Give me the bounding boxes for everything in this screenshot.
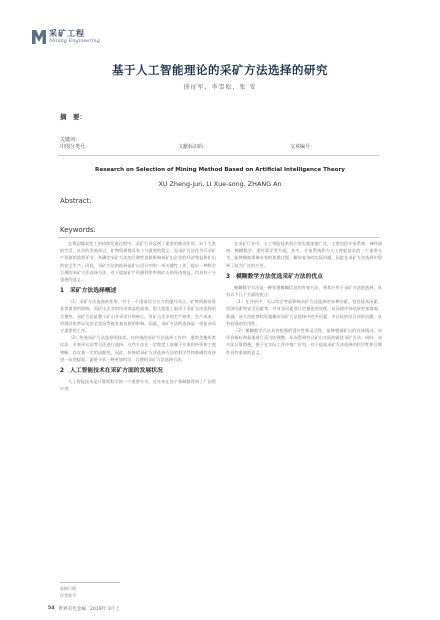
section-2-number: 2 bbox=[60, 368, 65, 375]
section-3-number: 3 bbox=[226, 273, 231, 280]
section-3-paragraph-1: 模糊数学方法是一种处理模糊信息的有效方法，将其应用于采矿方法的选择，具有以下几个方面的优点： bbox=[226, 284, 382, 298]
section-3-heading bbox=[226, 273, 382, 281]
page-number: 54 bbox=[48, 606, 55, 611]
page-footer bbox=[48, 606, 120, 612]
article-id-label: 文章编号： bbox=[290, 144, 316, 150]
section-2-paragraph-1: 人工智能技术是计算机科学的一个重要分支，近年来在各个领域都得到了广泛的应用。 bbox=[60, 379, 216, 392]
header-rule-bottom bbox=[58, 237, 380, 238]
received-date-label: 收稿日期： bbox=[60, 586, 80, 591]
body-column-left bbox=[60, 240, 216, 392]
abstract-label-cn: 摘 要： bbox=[60, 113, 86, 121]
body-column-right bbox=[226, 240, 382, 356]
section-1-paragraph-2: （2）传统采矿方法选择的技术。在传统的采矿方法选择工作中，通常会使用类比法、专家评议法等方法进行选择。这些方法在一定程度上依赖于专家的经验和主观判断，存在着一定的局限性。因此，传统的采矿方法选择方法的科学性和准确性有待进一步的提高，需要寻求一种更加科学、合理的采矿方法选择方法。 bbox=[60, 335, 216, 362]
abstract-label-en: Abstract: bbox=[60, 197, 92, 205]
journal-name-cn: 采矿工程 bbox=[49, 29, 85, 38]
article-title-en: Research on Selection of Mining Method Based on Artificial Intelligence Theory bbox=[95, 167, 345, 173]
intro-paragraph: 在我国煤炭化工的持续发展过程中，采矿行业起到了重要的推动作用。对于人类的生活、社会的发展而言，矿物资源都具有十分重要的意义。而采矿方法作为开采矿产资源的重要环节，其确定采矿方法的合理性直接影响着矿山企业的经济效益和矿山的安全生产。因此，采矿方法的选择是矿山设计中的一项关键性工作，提出一种科学合理的采矿方法选择方法，对于提高矿产资源利用率和矿山的经济效益，均具有十分重要的意义。 bbox=[60, 241, 216, 283]
keywords-label-cn: 关键词： bbox=[60, 137, 81, 143]
clc-label: 中图分类号： bbox=[60, 144, 91, 150]
section-3-title: 模糊数学方法优选采矿方法的优点 bbox=[236, 273, 323, 280]
section-2-title: 人工智能技术在采矿方面的发展状况 bbox=[70, 368, 163, 375]
footnote-rule bbox=[60, 582, 120, 583]
section-1-heading bbox=[60, 287, 216, 295]
author-bio-label: 作者简介： bbox=[60, 593, 80, 598]
doc-code-label: 文献标识码： bbox=[178, 144, 209, 150]
keywords-label-en: Keywords: bbox=[60, 226, 96, 234]
journal-name-en: Mining Engineering bbox=[49, 38, 100, 44]
article-authors-en: XU Zheng-jun, LI Xue-song, ZHANG An bbox=[158, 180, 282, 188]
section-1-paragraph-1: （1）采矿方法选择的作用。对于一个国家综合实力的提升而言，矿物资源具有非常重要的影响。而矿山企业的经济效益的高低，很大程度上取决于采矿方法选择的合理性。采矿方法是整个矿山开采设计的核心，对矿山企业的生产效率、生产成本、资源回收率以及安全状况等都有着直接的影响。因此，采矿方法的选择是一项复杂而又重要的工作。 bbox=[60, 299, 216, 334]
article-title-cn: 基于人工智能理论的采矿方法选择的研究 bbox=[112, 63, 328, 77]
section-3-paragraph-2: （1）在评价中，可以综合考虑影响采矿方法选择的各种因素，包括技术因素、经济因素和安全因素等，并对各因素进行定量化的处理，从而使评价结果更加客观、准确。该方法能够较好地解决采矿方法选择中的多因素、多目标的综合评价问题，具有较强的实用性。 bbox=[226, 299, 382, 326]
footer-issue: 2019年 3月上 bbox=[89, 607, 120, 612]
right-paragraph-1: 在采矿行业中，人工智能技术的应用也越来越广泛，主要包括专家系统、神经网络、模糊数学、遗传算法等方面。其中，专家系统作为人工智能技术的一个重要分支，能够模拟领域专家的思维过程，解决复杂的实际问题，因此在采矿方法选择中得到了较为广泛的应用。 bbox=[226, 241, 382, 268]
footer-journal-name: 世界有色金属 bbox=[58, 607, 86, 612]
journal-logo-icon bbox=[32, 30, 46, 44]
article-authors-cn: 徐征军，李雪松，张 安 bbox=[183, 84, 257, 91]
section-2-heading bbox=[60, 367, 216, 375]
section-1-number: 1 bbox=[60, 288, 65, 295]
section-3-paragraph-3: （2）模糊数学方法具有较强的适应性和灵活性，能够根据矿山的具体情况，对评价指标和权重进行适当的调整，从而得到符合矿山实际的最优采矿方法。同时，该方法计算简便，便于在实际工作中推广应用，对于提高采矿方法选择的科学性和合理性具有重要的意义。 bbox=[226, 328, 382, 355]
journal-logo bbox=[32, 30, 100, 44]
section-1-title: 采矿方法选择概述 bbox=[70, 288, 117, 295]
header-rule-top bbox=[58, 155, 380, 156]
